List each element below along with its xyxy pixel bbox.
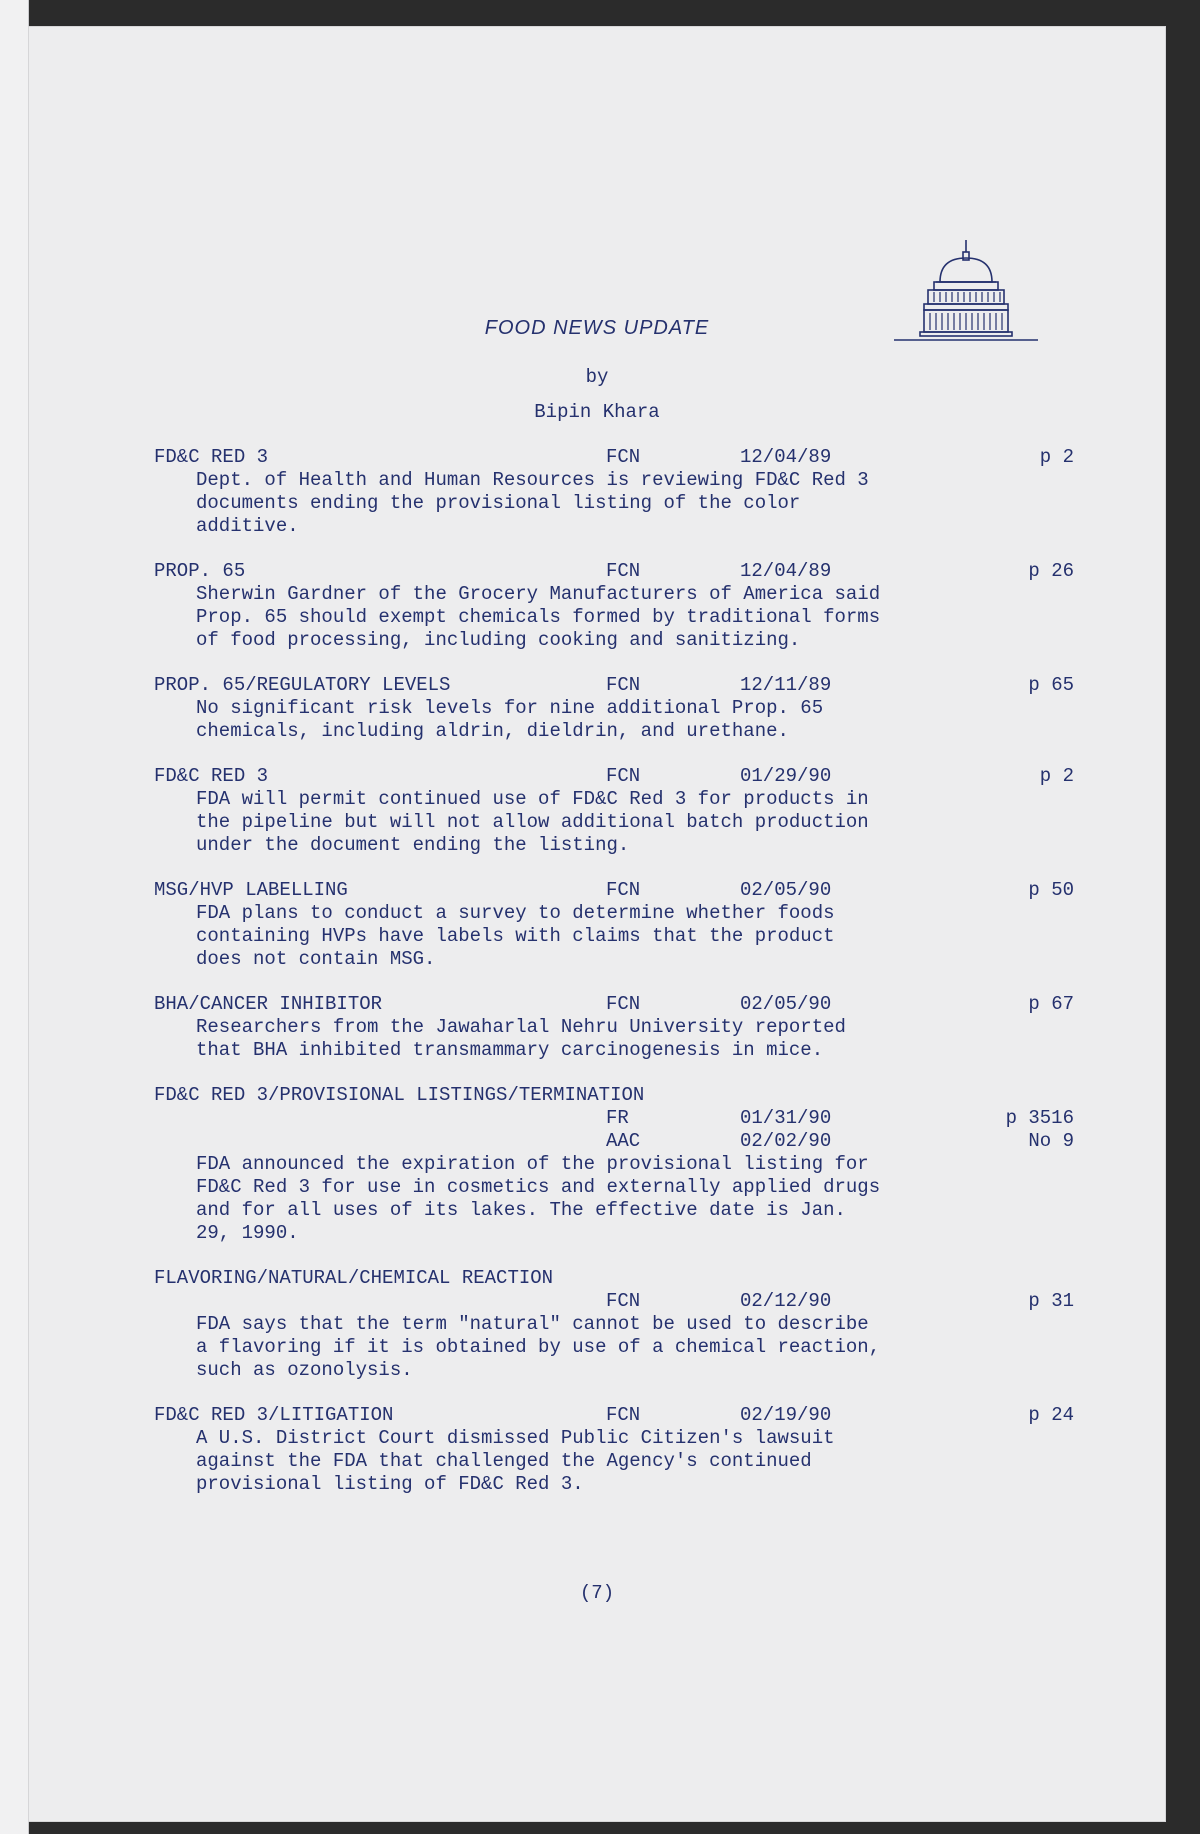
- entry-date: 02/12/90: [740, 1290, 832, 1312]
- entry-reference-row: [154, 1404, 1074, 1427]
- entry-source: FCN: [606, 993, 641, 1015]
- entry-topic: FD&C RED 3/LITIGATION: [154, 1404, 394, 1426]
- page-number: (7): [579, 1582, 615, 1604]
- entry-topic: MSG/HVP LABELLING: [154, 879, 348, 901]
- entry-reference-row: [154, 1290, 1074, 1313]
- entry-source: FCN: [606, 1404, 641, 1426]
- entry-date: 12/11/89: [740, 674, 832, 696]
- entry-page: p 65: [1028, 674, 1074, 696]
- news-entry: [154, 446, 1074, 538]
- entry-topic: BHA/CANCER INHIBITOR: [154, 993, 383, 1015]
- facing-page-edge: [0, 0, 29, 1834]
- newsletter-title: FOOD NEWS UPDATE: [484, 317, 710, 339]
- entry-reference-row: [154, 446, 1074, 469]
- entry-page: p 2: [1039, 765, 1074, 787]
- entry-reference-row: [154, 1130, 1074, 1153]
- entry-date: 12/04/89: [740, 560, 832, 582]
- news-entries-list: [154, 446, 1074, 1518]
- entry-page: p 3516: [1005, 1107, 1074, 1129]
- entry-topic: FD&C RED 3: [154, 446, 269, 468]
- news-entry: [154, 674, 1074, 743]
- entry-page: p 31: [1028, 1290, 1074, 1312]
- news-entry: [154, 993, 1074, 1062]
- entry-source: FCN: [606, 674, 641, 696]
- news-entry: [154, 1084, 1074, 1245]
- news-entry: [154, 879, 1074, 971]
- entry-source: FCN: [606, 879, 641, 901]
- byline-by: by: [585, 366, 609, 388]
- entry-topic: FLAVORING/NATURAL/CHEMICAL REACTION: [154, 1267, 554, 1289]
- entry-description: FDA will permit continued use of FD&C Red 3 for products in the pipeline but will not allow additional batch production under the document ending the listing.: [196, 788, 869, 856]
- entry-description: FDA announced the expiration of the provisional listing for FD&C Red 3 for use in cosmetics and externally applied drugs and for all uses of its lakes. The effective date is Jan. 29, 1990.: [196, 1153, 881, 1244]
- entry-topic: FD&C RED 3: [154, 765, 269, 787]
- document-page: [28, 26, 1166, 1822]
- entry-page: p 50: [1028, 879, 1074, 901]
- entry-description: Sherwin Gardner of the Grocery Manufacturers of America said Prop. 65 should exempt chemicals formed by traditional forms of food processing, including cooking and sanitizing.: [196, 583, 881, 651]
- entry-date: 12/04/89: [740, 446, 832, 468]
- entry-description: A U.S. District Court dismissed Public Citizen's lawsuit against the FDA that challenged the Agency's continued provisional listing of FD&C Red 3.: [196, 1427, 835, 1495]
- entry-date: 02/05/90: [740, 993, 832, 1015]
- entry-topic: PROP. 65: [154, 560, 246, 582]
- entry-source: FCN: [606, 765, 641, 787]
- entry-page: p 2: [1039, 446, 1074, 468]
- entry-date: 02/19/90: [740, 1404, 832, 1426]
- entry-reference-row: [154, 765, 1074, 788]
- entry-reference-row: [154, 879, 1074, 902]
- entry-description: Researchers from the Jawaharlal Nehru University reported that BHA inhibited transmammary carcinogenesis in mice.: [196, 1016, 846, 1061]
- entry-topic-row: [154, 1267, 1074, 1290]
- entry-reference-row: [154, 1107, 1074, 1130]
- entry-source: FCN: [606, 560, 641, 582]
- entry-date: 01/31/90: [740, 1107, 832, 1129]
- news-entry: [154, 560, 1074, 652]
- news-entry: [154, 1267, 1074, 1382]
- news-entry: [154, 1404, 1074, 1496]
- entry-source: FCN: [606, 446, 641, 468]
- entry-date: 02/02/90: [740, 1130, 832, 1152]
- entry-topic: PROP. 65/REGULATORY LEVELS: [154, 674, 451, 696]
- entry-description: No significant risk levels for nine additional Prop. 65 chemicals, including aldrin, dieldrin, and urethane.: [196, 697, 824, 742]
- entry-source: FCN: [606, 1290, 641, 1312]
- entry-reference-row: [154, 993, 1074, 1016]
- entry-topic-row: [154, 1084, 1074, 1107]
- entry-reference-row: [154, 674, 1074, 697]
- entry-description: FDA says that the term "natural" cannot be used to describe a flavoring if it is obtained by use of a chemical reaction, such as ozonolysis.: [196, 1313, 881, 1381]
- entry-description: Dept. of Health and Human Resources is reviewing FD&C Red 3 documents ending the provisional listing of the color additive.: [196, 469, 869, 537]
- news-entry: [154, 765, 1074, 857]
- entry-date: 01/29/90: [740, 765, 832, 787]
- entry-page: No 9: [1028, 1130, 1074, 1152]
- entry-topic: FD&C RED 3/PROVISIONAL LISTINGS/TERMINATION: [154, 1084, 645, 1106]
- author-name: Bipin Khara: [534, 401, 660, 423]
- entry-page: p 67: [1028, 993, 1074, 1015]
- entry-date: 02/05/90: [740, 879, 832, 901]
- entry-description: FDA plans to conduct a survey to determine whether foods containing HVPs have labels with claims that the product does not contain MSG.: [196, 902, 835, 970]
- entry-source: AAC: [606, 1130, 641, 1152]
- entry-page: p 26: [1028, 560, 1074, 582]
- entry-page: p 24: [1028, 1404, 1074, 1426]
- entry-reference-row: [154, 560, 1074, 583]
- entry-source: FR: [606, 1107, 629, 1129]
- capitol-building-icon: [894, 234, 1038, 394]
